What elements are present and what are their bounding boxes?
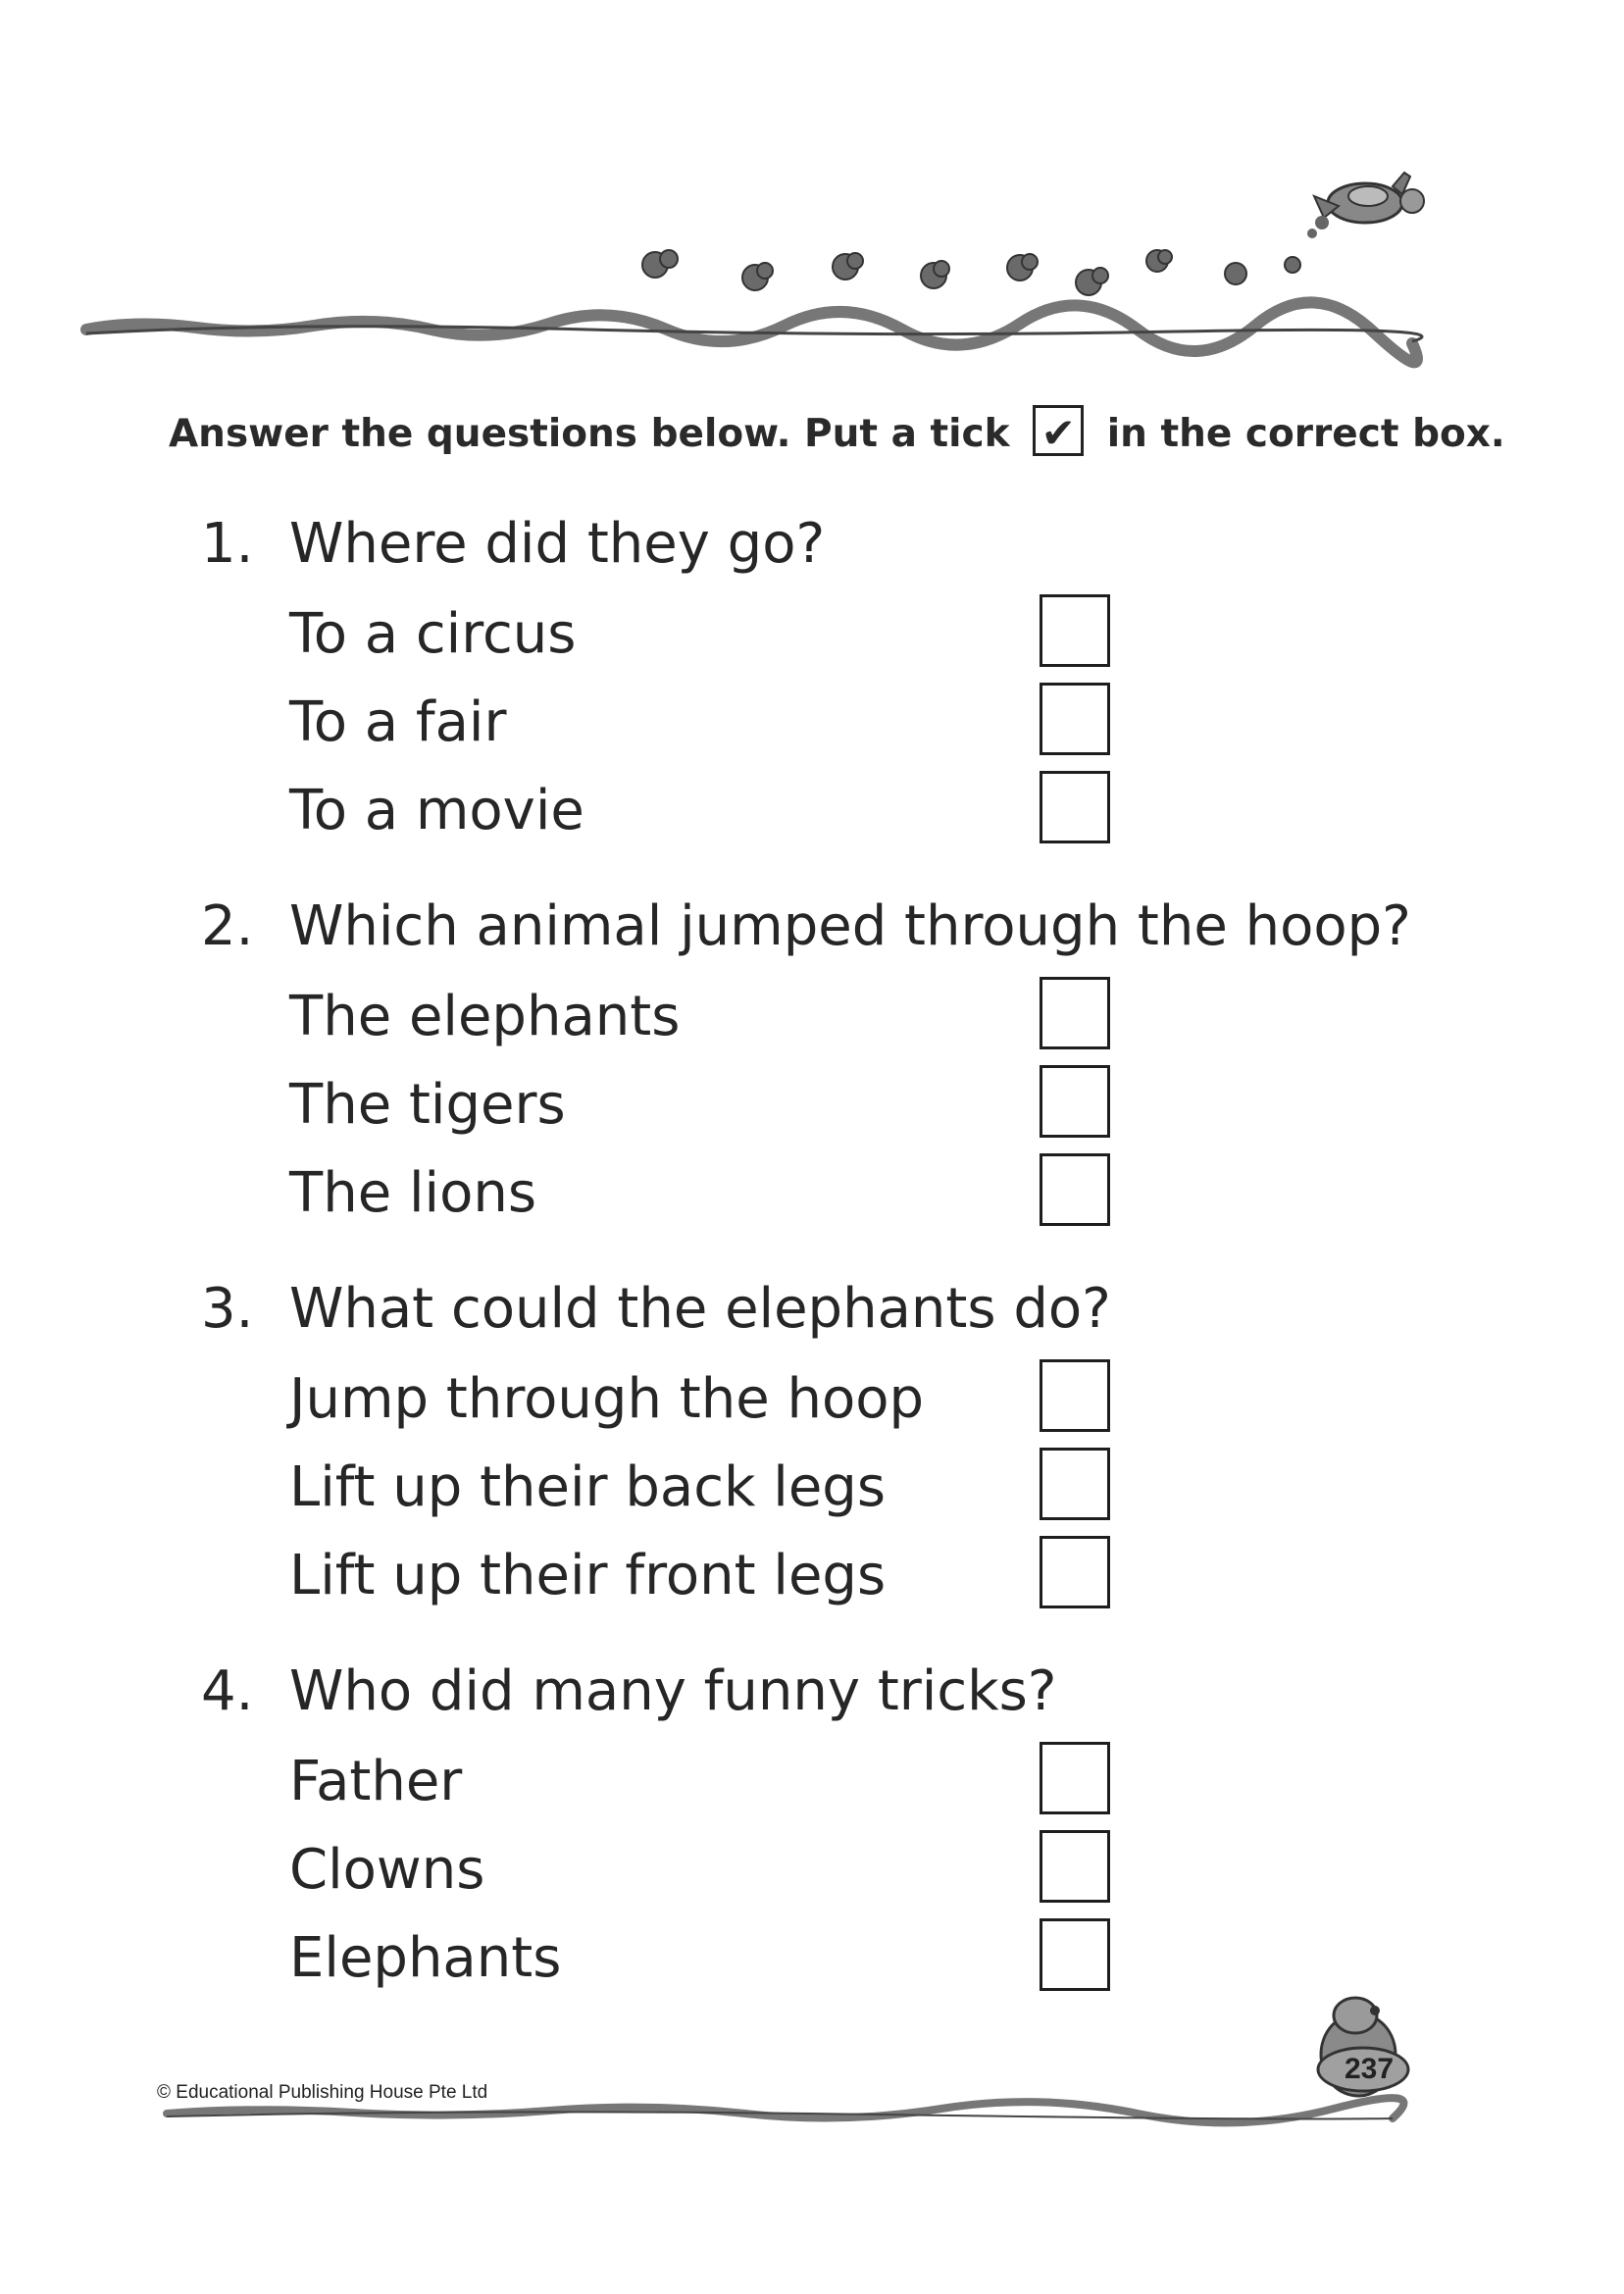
option-label: The tigers <box>289 1073 566 1137</box>
option-label: Father <box>289 1750 463 1813</box>
option-row <box>201 1926 1427 2014</box>
option-row <box>201 1073 1427 1161</box>
question-text: Where did they go? <box>289 512 826 576</box>
answer-checkbox[interactable] <box>1040 1065 1110 1138</box>
option-row <box>201 1750 1427 1838</box>
option-label: Clowns <box>289 1838 485 1902</box>
option-label: To a fair <box>289 690 507 754</box>
instruction-text <box>169 408 1505 457</box>
question-text: Who did many funny tricks? <box>289 1659 1057 1723</box>
question-2 <box>201 894 1427 1249</box>
answer-checkbox[interactable] <box>1040 1742 1110 1814</box>
page-number: 237 <box>1345 2053 1395 2085</box>
question-1 <box>201 512 1427 867</box>
answer-checkbox[interactable] <box>1040 1448 1110 1520</box>
tick-icon: ✔ <box>1033 405 1084 456</box>
option-label: Jump through the hoop <box>289 1367 925 1431</box>
option-label: To a movie <box>289 779 584 842</box>
option-row <box>201 1161 1427 1249</box>
question-number: 1. <box>201 512 254 576</box>
question-text: What could the elephants do? <box>289 1277 1111 1341</box>
answer-checkbox[interactable] <box>1040 1153 1110 1226</box>
instruction-before: Answer the questions below. Put a tick <box>169 412 1010 456</box>
option-label: The lions <box>289 1161 536 1225</box>
question-number: 4. <box>201 1659 254 1723</box>
option-row <box>201 779 1427 867</box>
option-row <box>201 690 1427 779</box>
question-number: 3. <box>201 1277 254 1341</box>
cloud-puff-icon <box>642 250 1300 295</box>
option-label: Lift up their back legs <box>289 1455 886 1519</box>
answer-checkbox[interactable] <box>1040 771 1110 843</box>
answer-checkbox[interactable] <box>1040 683 1110 755</box>
option-row <box>201 602 1427 690</box>
answer-checkbox[interactable] <box>1040 594 1110 667</box>
option-label: Lift up their front legs <box>289 1544 887 1607</box>
answer-checkbox[interactable] <box>1040 1918 1110 1991</box>
question-3 <box>201 1277 1427 1632</box>
option-row <box>201 1838 1427 1926</box>
question-number: 2. <box>201 894 254 958</box>
option-label: Elephants <box>289 1926 562 1990</box>
option-row <box>201 1544 1427 1632</box>
question-4 <box>201 1659 1427 2014</box>
option-row <box>201 1455 1427 1544</box>
question-text: Which animal jumped through the hoop? <box>289 894 1411 958</box>
instruction-after: in the correct box. <box>1106 412 1505 456</box>
answer-checkbox[interactable] <box>1040 1830 1110 1903</box>
option-label: The elephants <box>289 985 681 1048</box>
answer-checkbox[interactable] <box>1040 1359 1110 1432</box>
option-row <box>201 1367 1427 1455</box>
option-label: To a circus <box>289 602 577 666</box>
answer-checkbox[interactable] <box>1040 977 1110 1049</box>
airplane-icon <box>1307 173 1424 238</box>
answer-checkbox[interactable] <box>1040 1536 1110 1608</box>
option-row <box>201 985 1427 1073</box>
copyright-text: © Educational Publishing House Pte Ltd <box>157 2082 488 2103</box>
